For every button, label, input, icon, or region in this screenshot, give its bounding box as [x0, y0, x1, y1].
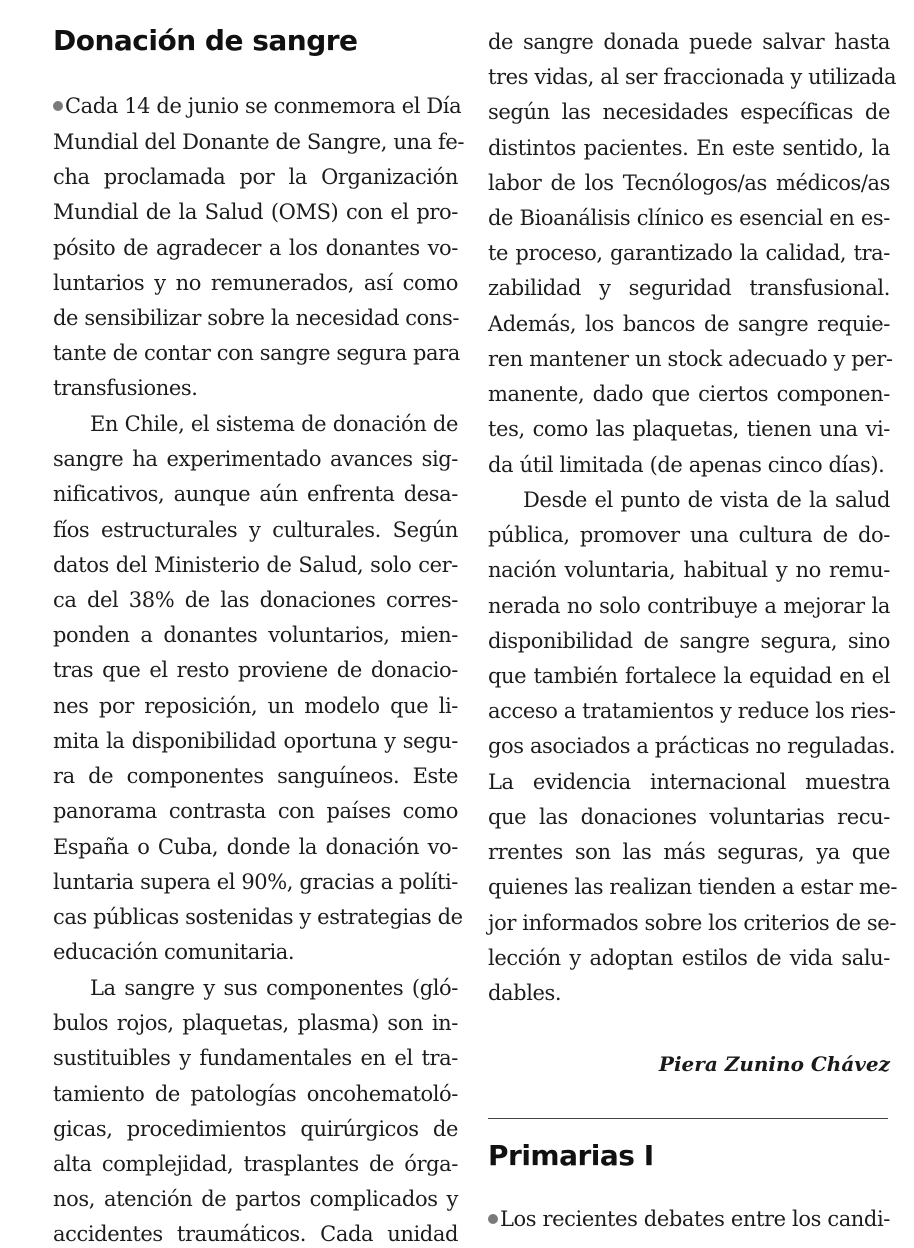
article-paragraph-line: que las donaciones voluntarias recu-: [488, 805, 890, 829]
article-paragraph-line: luntaria supera el 90%, gracias a políti-: [53, 870, 458, 894]
article-paragraph-line: de sangre donada puede salvar hasta: [488, 30, 890, 54]
article-paragraph-line: tes, como las plaquetas, tienen una vi-: [488, 417, 890, 441]
bullet-icon: [53, 101, 63, 111]
article-paragraph-line: alta complejidad, trasplantes de órga-: [53, 1152, 458, 1176]
article-paragraph-line: nación voluntaria, habitual y no remu-: [488, 558, 890, 582]
article-paragraph-line: que también fortalece la equidad en el: [488, 664, 890, 688]
article-paragraph-line: educación comunitaria.: [53, 940, 295, 964]
article-paragraph-line: de Bioanálisis clínico es esencial en es-: [488, 206, 890, 230]
article-paragraph-line: transfusiones.: [53, 376, 198, 400]
article-paragraph-line: La evidencia internacional muestra: [488, 770, 890, 794]
article-paragraph-line: te proceso, garantizado la calidad, tra-: [488, 241, 890, 265]
article-paragraph-line: quienes las realizan tienden a estar me-: [488, 875, 898, 899]
article-paragraph-line: Además, los bancos de sangre requie-: [488, 312, 890, 336]
article-paragraph-line: tras que el resto proviene de donacio-: [53, 658, 458, 682]
article-paragraph-line: Cada 14 de junio se conmemora el Día: [53, 92, 458, 120]
article-paragraph-line: jor informados sobre los criterios de se-: [488, 911, 897, 935]
article-paragraph-line: gos asociados a prácticas no reguladas.: [488, 734, 896, 758]
article-paragraph-line: de sensibilizar sobre la necesidad cons-: [53, 306, 460, 330]
article-paragraph-line: cas públicas sostenidas y estrategias de: [53, 905, 463, 929]
article-paragraph-line: nerada no solo contribuye a mejorar la: [488, 594, 890, 618]
article-paragraph-line: Mundial del Donante de Sangre, una fe-: [53, 130, 465, 154]
article-paragraph-line: cha proclamada por la Organización: [53, 165, 458, 189]
article-paragraph-line: accidentes traumáticos. Cada unidad: [53, 1222, 458, 1246]
article-paragraph-line: Mundial de la Salud (OMS) con el pro-: [53, 200, 458, 224]
article-paragraph-line: nes por reposición, un modelo que li-: [53, 694, 458, 718]
article-paragraph-line: según las necesidades específicas de: [488, 100, 890, 124]
article-paragraph-line: tamiento de patologías oncohematoló-: [53, 1082, 458, 1106]
article-paragraph-line: rrentes son las más seguras, ya que: [488, 840, 890, 864]
article-divider: [488, 1118, 888, 1119]
bullet-icon: [488, 1214, 498, 1224]
article-paragraph-line: nos, atención de partos complicados y: [53, 1187, 458, 1211]
article-paragraph-line: nificativos, aunque aún enfrenta desa-: [53, 482, 458, 506]
article-paragraph-line: datos del Ministerio de Salud, solo cer-: [53, 553, 458, 577]
article-paragraph-line: sangre ha experimentado avances sig-: [53, 447, 458, 471]
article-paragraph-line: ponden a donantes voluntarios, mien-: [53, 623, 458, 647]
article-paragraph-line: pública, promover una cultura de do-: [488, 523, 890, 547]
article-paragraph-line: Los recientes debates entre los candi-: [488, 1205, 890, 1233]
article-paragraph-line: ren mantener un stock adecuado y per-: [488, 347, 893, 371]
article-paragraph-line: ra de componentes sanguíneos. Este: [53, 764, 458, 788]
article-paragraph-line: labor de los Tecnólogos/as médicos/as: [488, 171, 890, 195]
article-paragraph-line: fíos estructurales y culturales. Según: [53, 518, 458, 542]
article-paragraph-line: bulos rojos, plaquetas, plasma) son in-: [53, 1011, 458, 1035]
article-paragraph-line: ca del 38% de las donaciones corres-: [53, 588, 458, 612]
article-paragraph-line: tres vidas, al ser fraccionada y utilizada: [488, 65, 897, 89]
article-paragraph-line: panorama contrasta con países como: [53, 799, 458, 823]
article-paragraph-line: sustituibles y fundamentales en el tra-: [53, 1046, 458, 1070]
article-author: Piera Zunino Chávez: [658, 1052, 890, 1076]
article-title: Primarias I: [488, 1139, 654, 1172]
article-paragraph-line: luntarios y no remunerados, así como: [53, 271, 458, 295]
article-paragraph-line: distintos pacientes. En este sentido, la: [488, 136, 890, 160]
article-paragraph-line: dables.: [488, 981, 562, 1005]
article-paragraph-line: disponibilidad de sangre segura, sino: [488, 629, 890, 653]
article-paragraph-line: tante de contar con sangre segura para: [53, 341, 460, 365]
article-paragraph-line: La sangre y sus componentes (gló-: [90, 976, 458, 1000]
article-paragraph-line: gicas, procedimientos quirúrgicos de: [53, 1117, 458, 1141]
article-paragraph-line: acceso a tratamientos y reduce los ries-: [488, 699, 896, 723]
article-paragraph-line: España o Cuba, donde la donación vo-: [53, 835, 458, 859]
article-paragraph-line: manente, dado que ciertos componen-: [488, 382, 890, 406]
article-paragraph-line: pósito de agradecer a los donantes vo-: [53, 236, 458, 260]
article-paragraph-line: lección y adoptan estilos de vida salu-: [488, 946, 890, 970]
article-paragraph-line: mita la disponibilidad oportuna y segu-: [53, 729, 458, 753]
article-paragraph-line: Desde el punto de vista de la salud: [523, 488, 890, 512]
article-paragraph-line: En Chile, el sistema de donación de: [90, 412, 458, 436]
article-title: Donación de sangre: [53, 24, 358, 57]
article-paragraph-line: zabilidad y seguridad transfusional.: [488, 276, 890, 300]
article-paragraph-line: da útil limitada (de apenas cinco días).: [488, 453, 885, 477]
